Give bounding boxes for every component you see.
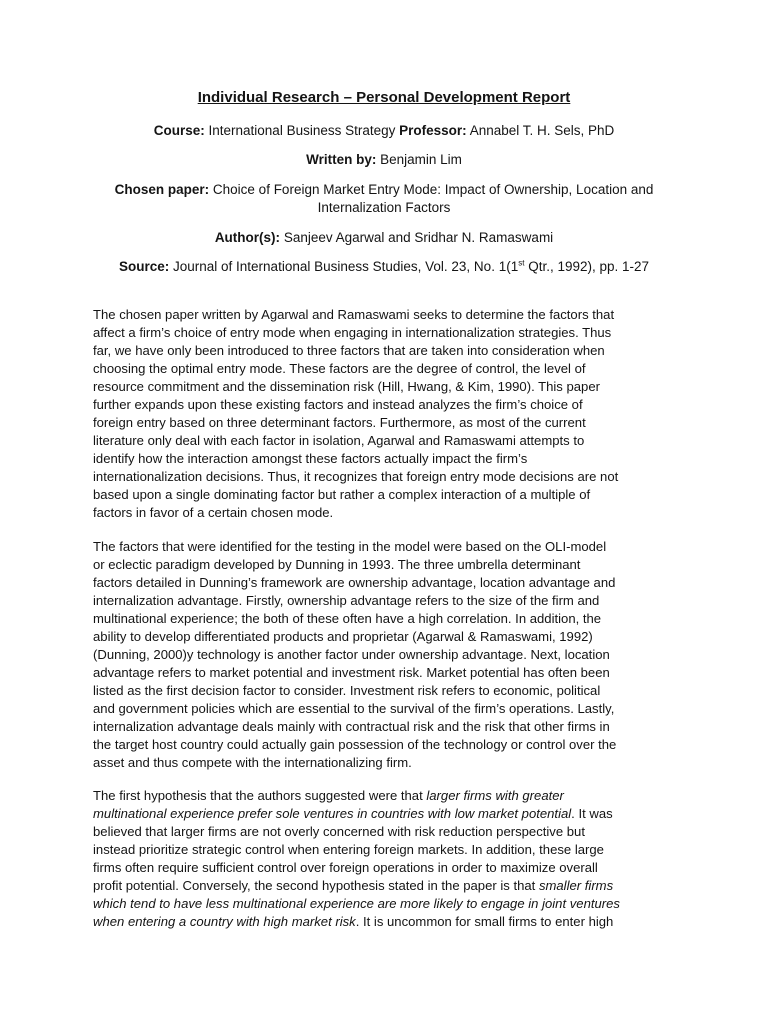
text-line: multinational experience prefer sole ventures in countries with low market potential. It was	[93, 806, 613, 821]
text-line: listed as the first decision factor to consider. Investment risk refers to economic, political	[93, 683, 601, 698]
text-line: or eclectic paradigm developed by Dunning in 1993. The three umbrella determinant	[93, 557, 581, 572]
chosen-value-line2: Internalization Factors	[317, 200, 451, 215]
text-line: affect a firm’s choice of entry mode when engaging in internationalization strategies. Thus	[93, 325, 612, 340]
written-by-line	[60, 151, 708, 169]
text-line: instead prioritize strategic control when entering foreign markets. In addition, these large	[93, 842, 604, 857]
source-value-b: Qtr., 1992), pp. 1-27	[524, 259, 650, 274]
source-label: Source:	[118, 259, 170, 274]
text-line: identify how the interaction amongst these factors actually impact the firm’s	[93, 451, 528, 466]
chosen-value-line1: Choice of Foreign Market Entry Mode: Impact of Ownership, Location and	[212, 182, 654, 197]
text-line: The first hypothesis that the authors suggested were that larger firms with greater	[93, 788, 564, 803]
text-line: foreign entry based on three determinant factors. Furthermore, as most of the current	[93, 415, 586, 430]
text-line: believed that larger firms are not overly concerned with risk reduction perspective but	[93, 824, 585, 839]
paragraph-3	[93, 787, 678, 931]
source-value	[173, 259, 649, 274]
paragraph-1	[93, 306, 678, 522]
chosen-label: Chosen paper:	[114, 182, 210, 197]
text-line: firms often require sufficient control over foreign operations in order to maximize overall	[93, 860, 598, 875]
written-label: Written by:	[306, 152, 377, 167]
source-superscript: st	[518, 258, 525, 268]
text-line: multinational experience; the both of these often have a high correlation. In addition, the	[93, 611, 602, 626]
text-line: The factors that were identified for the testing in the model were based on the OLI-model	[93, 539, 607, 554]
text-line: advantage refers to market potential and investment risk. Market potential has often been	[93, 665, 610, 680]
italic-phrase: larger firms with greater	[426, 788, 564, 803]
text-line: further expands upon these existing factors and instead analyzes the firm’s choice of	[93, 397, 583, 412]
text-line: factors detailed in Dunning’s framework are ownership advantage, location advantage and	[93, 575, 616, 590]
text-line: factors in favor of a certain chosen mode.	[93, 505, 334, 520]
professor-label: Professor:	[399, 123, 467, 138]
text-line: choosing the optimal entry mode. These factors are the degree of control, the level of	[93, 361, 586, 376]
text-line: internationalization decisions. Thus, it recognizes that foreign entry mode decisions are not	[93, 469, 619, 484]
authors-value: Sanjeev Agarwal and Sridhar N. Ramaswami	[283, 230, 554, 245]
text-line: internalization advantage deals mainly with contractual risk and the risk that other firms in	[93, 719, 610, 734]
text-line: (Dunning, 2000)y technology is another factor under ownership advantage. Next, location	[93, 647, 610, 662]
text-line: ability to develop differentiated products and proprietar (Agarwal & Ramaswami, 1992)	[93, 629, 593, 644]
italic-phrase: smaller firms	[538, 878, 614, 893]
text-line: literature only deal with each factor in isolation, Agarwal and Ramaswami attempts to	[93, 433, 585, 448]
italic-phrase: multinational experience prefer sole ventures in countries with low market potential	[93, 806, 572, 821]
professor-value: Annabel T. H. Sels, PhD	[469, 123, 615, 138]
chosen-paper-line	[60, 181, 708, 217]
source-value-a: Journal of International Business Studies, Vol. 23, No. 1(1	[173, 259, 519, 274]
text-line: asset and thus compete with the internationalizing firm.	[93, 755, 412, 770]
paragraph-2	[93, 538, 678, 772]
authors-line	[60, 229, 708, 247]
text-line: internalization advantage. Firstly, ownership advantage refers to the size of the firm and	[93, 593, 600, 608]
text-line: and government policies which are essential to the survival of the firm’s operations. Lastly,	[93, 701, 615, 716]
report-title: Individual Research – Personal Development Report	[197, 89, 571, 106]
text-line: based upon a single dominating factor but rather a complex interaction of a multiple of	[93, 487, 591, 502]
italic-phrase: when entering a country with high market risk	[93, 914, 356, 929]
italic-phrase: which tend to have less multinational experience are more likely to engage in joint ventures	[93, 896, 620, 911]
course-label: Course:	[153, 123, 205, 138]
text-line: far, we have only been introduced to three factors that are taken into consideration when	[93, 343, 605, 358]
course-value: International Business Strategy	[208, 123, 396, 138]
authors-label: Author(s):	[214, 230, 281, 245]
text-line: profit potential. Conversely, the second hypothesis stated in the paper is that smaller firms	[93, 878, 614, 893]
source-line	[60, 258, 708, 276]
text-line: the target host country could actually gain possession of the technology or control over the	[93, 737, 617, 752]
text-line	[93, 895, 678, 913]
text-line: The chosen paper written by Agarwal and Ramaswami seeks to determine the factors that	[93, 307, 615, 322]
course-line	[60, 122, 708, 140]
text-line: resource commitment and the dissemination risk (Hill, Hwang, & Kim, 1990). This paper	[93, 379, 600, 394]
written-value: Benjamin Lim	[380, 152, 462, 167]
text-line: when entering a country with high market risk. It is uncommon for small firms to enter high	[93, 914, 614, 929]
